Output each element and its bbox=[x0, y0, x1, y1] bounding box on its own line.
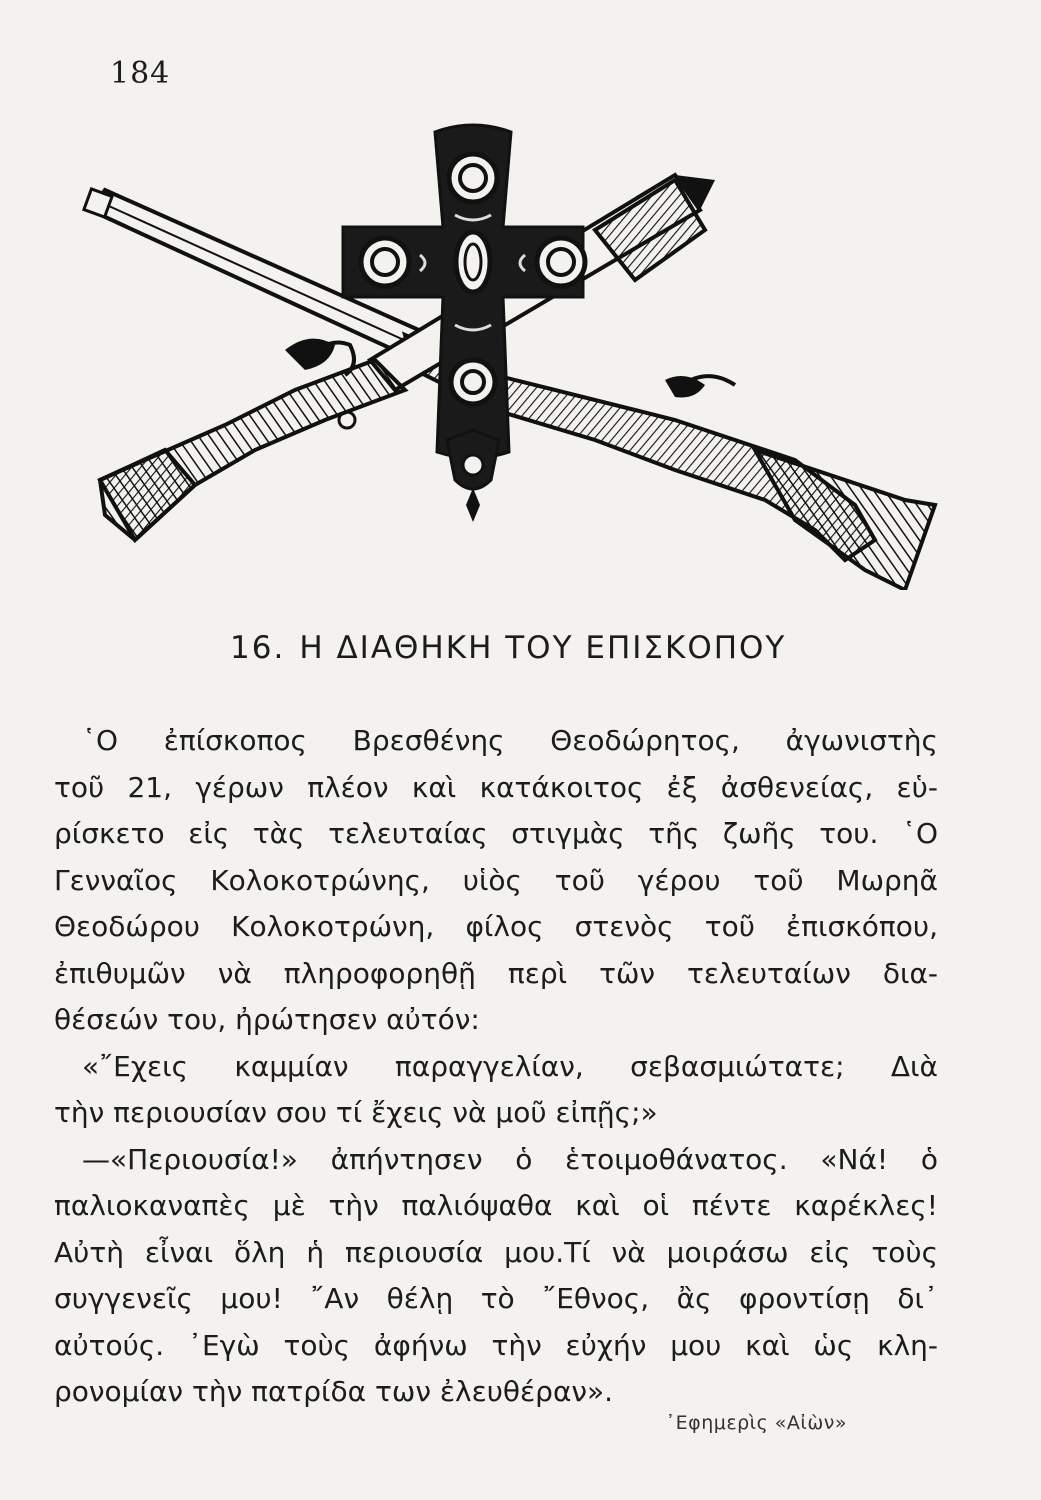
text-line: παλιοκαναπὲς μὲ τὴν παλιόψαθα καὶ οἱ πέντε καρέκλες! bbox=[54, 1189, 938, 1222]
text-line: θέσεών του, ἠρώτησεν αὐτόν: bbox=[54, 1003, 480, 1036]
text-line: ἐπιθυμῶν νὰ πληροφορηθῇ περὶ τῶν τελευταίων δια- bbox=[54, 956, 938, 990]
chapter-title-text: Η ΔΙΑΘΗΚΗ ΤΟΥ ΕΠΙΣΚΟΠΟΥ bbox=[299, 630, 787, 666]
text-line: Γενναῖος Κολοκοτρώνης, υἱὸς τοῦ γέρου τοῦ Μωρηᾶ bbox=[54, 863, 938, 897]
chapter-number: 16. bbox=[230, 630, 286, 666]
text-line: Αὐτὴ εἶναι ὅλη ἡ περιουσία μου.Τί νὰ μοιράσω εἰς τοὺς bbox=[54, 1235, 938, 1269]
text-line: τὴν περιουσίαν σου τί ἔχεις νὰ μοῦ εἰπῇς;» bbox=[54, 1096, 658, 1129]
text-line: συγγενεῖς μου! ῎Αν θέλῃ τὸ ῎Εθνος, ἂς φροντίσῃ δι᾿ bbox=[54, 1282, 938, 1315]
source-citation: ᾿Εφημερὶς «Αἰὼν» bbox=[665, 1412, 847, 1434]
text-line: Θεοδώρου Κολοκοτρώνη, φίλος στενὸς τοῦ ἐπισκόπου, bbox=[54, 910, 938, 943]
text-line: ρονομίαν τὴν πατρίδα των ἐλευθέραν». bbox=[54, 1375, 614, 1408]
text-line: ρίσκετο εἰς τὰς τελευταίας στιγμὰς τῆς ζωῆς του. ῾Ο bbox=[54, 817, 938, 850]
cross-and-crossed-rifles-emblem-icon bbox=[75, 120, 945, 590]
text-line: «῎Εχεις καμμίαν παραγγελίαν, σεβασμιώτατε; Διὰ bbox=[82, 1049, 938, 1083]
text-line: —«Περιουσία!» ἀπήντησεν ὁ ἑτοιμοθάνατος. «Νά! ὁ bbox=[82, 1142, 938, 1176]
text-line: ῾Ο ἐπίσκοπος Βρεσθένης Θεοδώρητος, ἀγωνιστὴς bbox=[82, 724, 938, 757]
chapter-title bbox=[0, 630, 1041, 666]
text-line: τοῦ 21, γέρων πλέον καὶ κατάκοιτος ἐξ ἀσθενείας, εὑ- bbox=[54, 770, 938, 804]
page-number: 184 bbox=[110, 56, 171, 91]
body-text bbox=[54, 718, 938, 1416]
text-line: αὐτούς. ᾿Εγὼ τοὺς ἀφήνω τὴν εὐχήν μου καὶ ὡς κλη- bbox=[54, 1328, 938, 1362]
